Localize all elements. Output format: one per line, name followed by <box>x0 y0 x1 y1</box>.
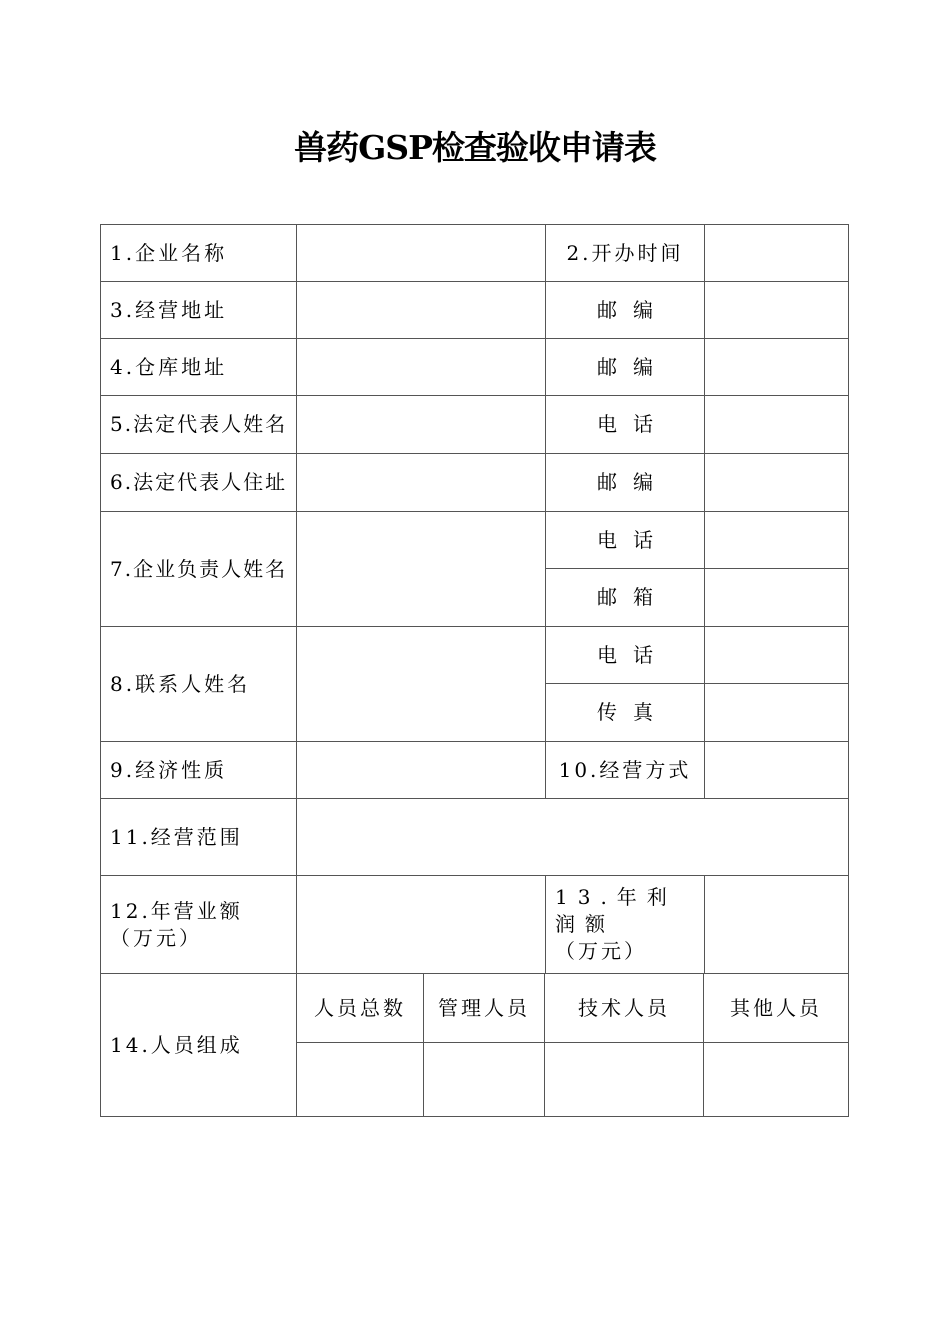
label-email: 邮箱 <box>545 568 705 627</box>
label-annual-profit-main: 13.年利润额 <box>555 885 677 936</box>
label-annual-revenue <box>100 875 297 974</box>
field-founding-date[interactable] <box>704 224 849 282</box>
field-business-mode[interactable] <box>704 741 849 799</box>
label-fax: 传真 <box>545 683 705 742</box>
label-enterprise-name: 1.企业名称 <box>100 224 297 282</box>
field-warehouse-address[interactable] <box>296 338 546 396</box>
header-technical-staff: 技术人员 <box>544 973 704 1043</box>
header-other-staff: 其他人员 <box>703 973 849 1043</box>
form-title: 兽药GSP检查验收申请表 <box>294 128 656 167</box>
field-phone[interactable] <box>704 626 849 684</box>
field-postcode[interactable] <box>704 338 849 396</box>
label-annual-profit-unit: （万元） <box>555 939 647 963</box>
field-other-staff[interactable] <box>703 1042 849 1117</box>
label-business-mode: 10.经营方式 <box>545 741 705 799</box>
label-founding-date: 2.开办时间 <box>545 224 705 282</box>
field-legal-rep-name[interactable] <box>296 395 546 454</box>
label-annual-revenue-unit: （万元） <box>110 925 202 950</box>
label-staff-composition: 14.人员组成 <box>100 973 297 1117</box>
field-fax[interactable] <box>704 683 849 742</box>
label-postcode: 邮编 <box>545 281 705 339</box>
field-email[interactable] <box>704 568 849 627</box>
label-phone: 电话 <box>545 626 705 684</box>
label-postcode: 邮编 <box>545 453 705 512</box>
field-annual-revenue[interactable] <box>296 875 546 974</box>
field-manager-name[interactable] <box>296 511 546 627</box>
label-economic-nature: 9.经济性质 <box>100 741 297 799</box>
label-phone: 电话 <box>545 395 705 454</box>
label-manager-name: 7.企业负责人姓名 <box>100 511 297 627</box>
field-total-staff[interactable] <box>296 1042 424 1117</box>
label-legal-rep-address: 6.法定代表人住址 <box>100 453 297 512</box>
field-enterprise-name[interactable] <box>296 224 546 282</box>
field-annual-profit[interactable] <box>704 875 849 974</box>
label-phone: 电话 <box>545 511 705 569</box>
header-management-staff: 管理人员 <box>423 973 545 1043</box>
field-legal-rep-address[interactable] <box>296 453 546 512</box>
label-business-scope: 11.经营范围 <box>100 798 297 876</box>
field-contact-name[interactable] <box>296 626 546 742</box>
field-technical-staff[interactable] <box>544 1042 704 1117</box>
field-phone[interactable] <box>704 395 849 454</box>
label-annual-revenue-main: 12.年营业额 <box>110 898 243 923</box>
field-business-address[interactable] <box>296 281 546 339</box>
field-economic-nature[interactable] <box>296 741 546 799</box>
field-business-scope[interactable] <box>296 798 849 876</box>
field-postcode[interactable] <box>704 453 849 512</box>
label-contact-name: 8.联系人姓名 <box>100 626 297 742</box>
header-total-staff: 人员总数 <box>296 973 424 1043</box>
field-phone[interactable] <box>704 511 849 569</box>
label-postcode: 邮编 <box>545 338 705 396</box>
label-legal-rep-name: 5.法定代表人姓名 <box>100 395 297 454</box>
label-annual-profit <box>545 875 705 974</box>
label-warehouse-address: 4.仓库地址 <box>100 338 297 396</box>
field-management-staff[interactable] <box>423 1042 545 1117</box>
label-business-address: 3.经营地址 <box>100 281 297 339</box>
field-postcode[interactable] <box>704 281 849 339</box>
